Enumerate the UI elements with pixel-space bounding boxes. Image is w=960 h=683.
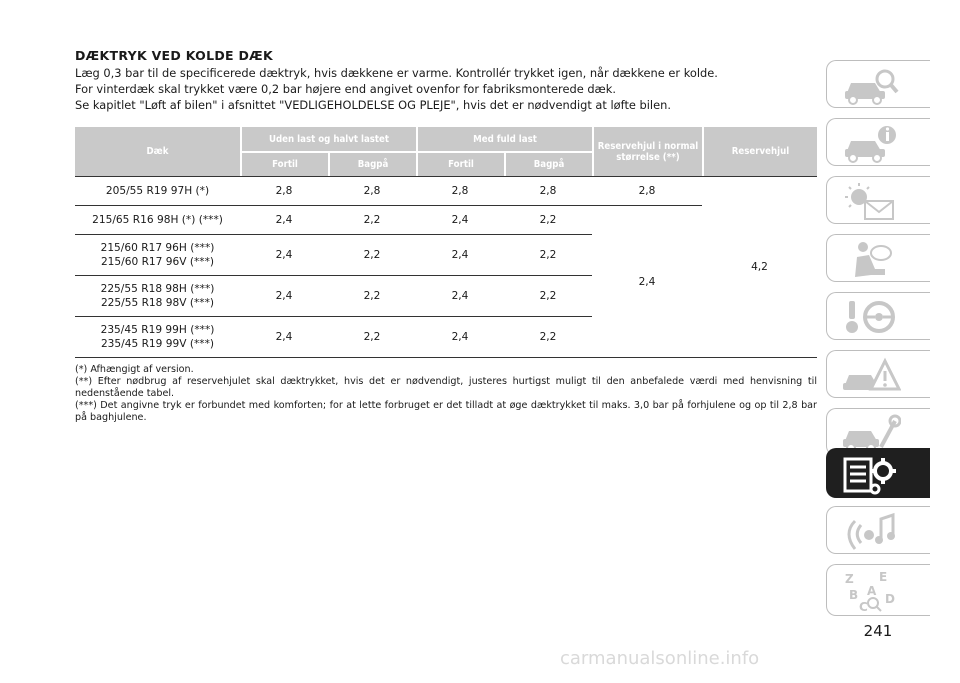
value-cell: 2,8	[328, 176, 416, 206]
tire-size: 215/65 R16 98H (*) (***)	[92, 214, 223, 226]
tire-size: 225/55 R18 98V (***)	[100, 297, 215, 309]
value-cell: 2,4	[416, 206, 504, 235]
footnote-2: (**) Efter nødbrug af reservehjulet skal dæktrykket, hvis det er nødvendigt, justeres hurtigst muligt til den anbefalede værdi med henvisning til nedenstående tabel.	[75, 376, 817, 399]
value-cell: 2,8	[592, 176, 702, 206]
warning-light-envelope-icon	[841, 181, 901, 221]
car-info-icon	[841, 123, 901, 163]
car-wrench-icon	[841, 413, 901, 453]
value-cell: 2,4	[240, 317, 328, 358]
key-steering-wheel-icon	[841, 297, 901, 337]
spare-normal-merged-cell: 2,4	[592, 206, 702, 358]
paragraph-warm-tires: Læg 0,3 bar til de specificerede dæktryk, hvis dækkene er varme. Kontrollér trykket igen, når dækkene er kolde.	[75, 66, 718, 80]
tab-index[interactable]	[826, 564, 930, 616]
main-content	[75, 48, 817, 424]
svg-text:C: C	[859, 600, 868, 613]
tire-size-cell	[75, 206, 240, 235]
tire-size-cell	[75, 317, 240, 358]
tire-size: 205/55 R19 97H (*)	[105, 185, 210, 197]
svg-text:A: A	[867, 584, 877, 598]
spare-merged-cell: 4,2	[702, 176, 817, 358]
car-search-icon	[841, 65, 901, 105]
tire-size: 225/55 R18 98H (***)	[100, 283, 215, 295]
tab-multimedia[interactable]	[826, 506, 930, 554]
value-cell: 2,8	[504, 176, 592, 206]
header-tire: Dæk	[75, 127, 240, 176]
svg-text:Z: Z	[845, 572, 854, 586]
multimedia-icon	[841, 511, 901, 551]
tab-starting-driving[interactable]	[826, 292, 930, 340]
svg-text:B: B	[849, 588, 859, 602]
footnotes	[75, 364, 817, 424]
header-spare: Reservehjul	[702, 127, 817, 176]
tab-car-info[interactable]	[826, 118, 930, 166]
value-cell: 2,2	[328, 276, 416, 317]
header-full-front: Fortil	[416, 153, 504, 176]
value-cell: 2,2	[328, 206, 416, 235]
value-cell: 2,2	[504, 317, 592, 358]
tab-warning-lights[interactable]	[826, 176, 930, 224]
specs-gear-icon	[841, 453, 901, 495]
page-number: 241	[863, 622, 893, 640]
airbag-seat-icon	[841, 239, 901, 279]
tire-size: 215/60 R17 96H (***)	[100, 242, 215, 254]
svg-text:D: D	[885, 592, 895, 606]
value-cell: 2,4	[240, 276, 328, 317]
tire-size: 215/60 R17 96V (***)	[100, 256, 215, 268]
header-unladen-rear: Bagpå	[328, 153, 416, 176]
header-full-rear: Bagpå	[504, 153, 592, 176]
value-cell: 2,2	[328, 235, 416, 276]
header-unladen: Uden last og halvt lastet	[240, 127, 416, 153]
footnote-3: (***) Det angivne tryk er forbundet med komforten; for at lette forbruget er det tilladt at øge dæktrykket til maks. 3,0 bar på forhjulene og op til 2,8 bar på baghjulene.	[75, 400, 817, 423]
tire-size-cell	[75, 176, 240, 206]
tire-size-cell	[75, 276, 240, 317]
value-cell: 2,4	[416, 235, 504, 276]
value-cell: 2,4	[240, 235, 328, 276]
value-cell: 2,4	[416, 276, 504, 317]
car-crash-warning-icon	[841, 355, 901, 395]
svg-text:E: E	[879, 570, 888, 584]
watermark: carmanualsonline.info	[560, 648, 760, 669]
tire-pressure-table	[75, 127, 817, 358]
tab-emergency[interactable]	[826, 350, 930, 398]
value-cell: 2,4	[416, 317, 504, 358]
value-cell: 2,8	[416, 176, 504, 206]
page-title: DÆKTRYK VED KOLDE DÆK	[75, 48, 274, 63]
index-alphabet-icon	[841, 569, 901, 613]
header-full-load: Med fuld last	[416, 127, 592, 153]
value-cell: 2,4	[240, 206, 328, 235]
value-cell: 2,2	[328, 317, 416, 358]
value-cell: 2,2	[504, 276, 592, 317]
footnote-1: (*) Afhængigt af version.	[75, 364, 194, 375]
tab-car-search[interactable]	[826, 60, 930, 108]
value-cell: 2,2	[504, 206, 592, 235]
tab-safety[interactable]	[826, 234, 930, 282]
value-cell: 2,8	[240, 176, 328, 206]
table-row	[75, 176, 817, 206]
tire-size: 235/45 R19 99H (***)	[100, 324, 215, 336]
header-spare-normal: Reservehjul i normal størrelse (**)	[592, 127, 702, 176]
paragraph-lifting: Se kapitlet "Løft af bilen" i afsnittet "VEDLIGEHOLDELSE OG PLEJE", hvis det er nødvendigt at løfte bilen.	[75, 98, 671, 112]
tab-technical-data[interactable]	[826, 448, 930, 498]
tire-size: 235/45 R19 99V (***)	[100, 338, 215, 350]
tire-size-cell	[75, 235, 240, 276]
value-cell: 2,2	[504, 235, 592, 276]
header-unladen-front: Fortil	[240, 153, 328, 176]
paragraph-winter-tires: For vinterdæk skal trykket være 0,2 bar højere end angivet ovenfor for fabriksmonterede dæk.	[75, 82, 616, 96]
